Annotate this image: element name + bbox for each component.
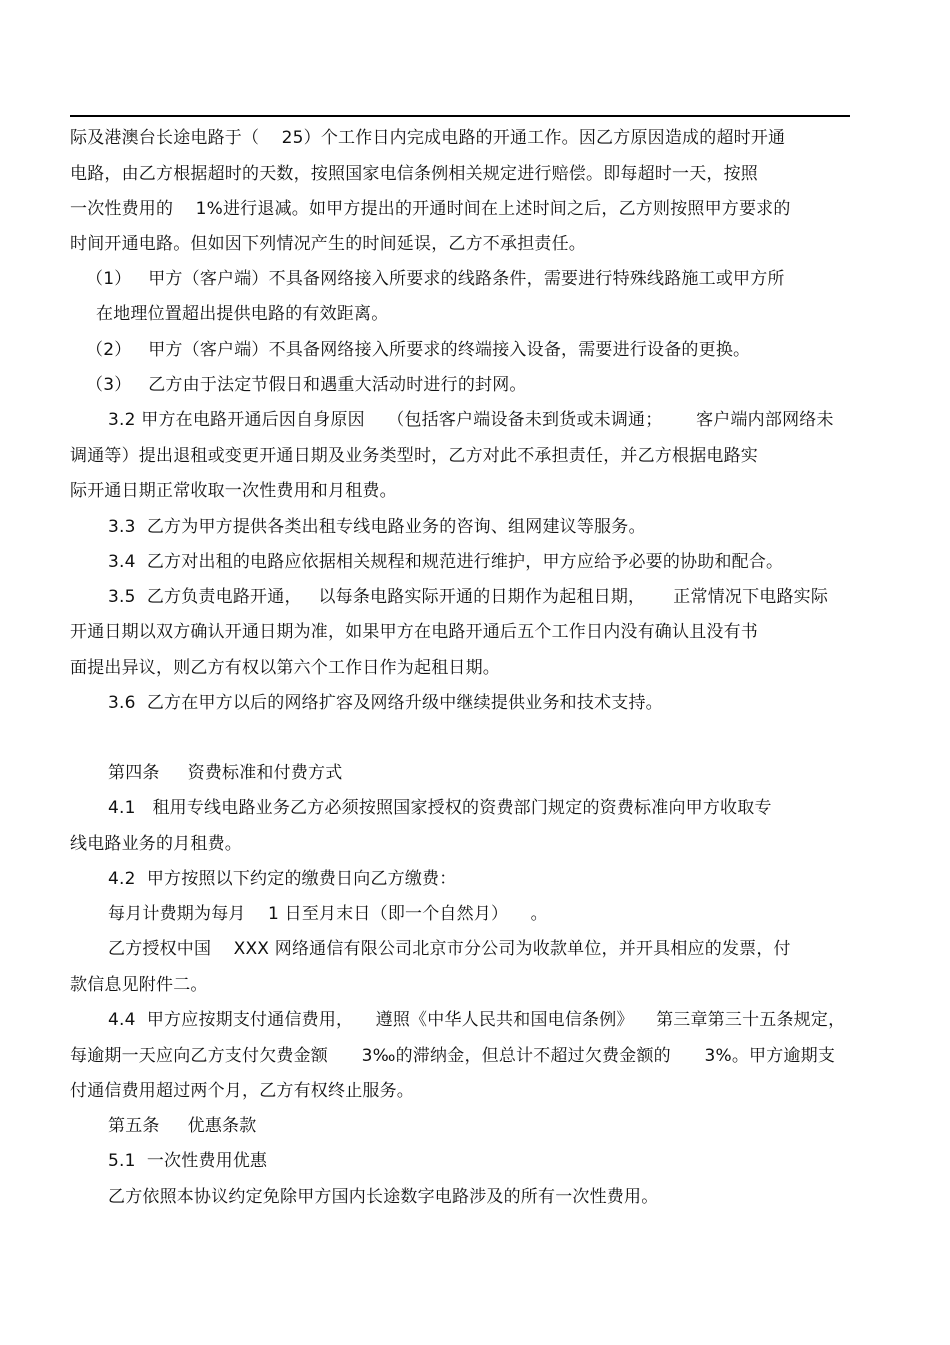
list-item: （3） 乙方由于法定节假日和遇重大活动时进行的封网。 xyxy=(86,375,527,395)
text-line: 面提出异议，则乙方有权以第六个工作日作为起租日期。 xyxy=(70,658,500,678)
text-line: 每逾期一天应向乙方支付欠费金额 3‰的滞纳金，但总计不超过欠费金额的 3%。甲方逾期支 xyxy=(70,1046,836,1066)
list-item: （2） 甲方（客户端）不具备网络接入所要求的终端接入设备，需要进行设备的更换。 xyxy=(86,340,751,360)
text-line: 电路，由乙方根据超时的天数，按照国家电信条例相关规定进行赔偿。即每超时一天，按照 xyxy=(70,164,758,184)
section-heading: 第四条 资费标准和付费方式 xyxy=(108,763,343,783)
text-line: 线电路业务的月租费。 xyxy=(70,834,242,854)
text-line: 开通日期以双方确认开通日期为准，如果甲方在电路开通后五个工作日内没有确认且没有书 xyxy=(70,622,758,642)
text-line: 际开通日期正常收取一次性费用和月租费。 xyxy=(70,481,397,501)
clause-line: 3.5 乙方负责电路开通， 以每条电路实际开通的日期作为起租日期， 正常情况下电路实际 xyxy=(108,587,829,607)
clause-line: 3.6 乙方在甲方以后的网络扩容及网络升级中继续提供业务和技术支持。 xyxy=(108,693,663,713)
section-heading: 第五条 优惠条款 xyxy=(108,1116,257,1136)
clause-line: 4.1 租用专线电路业务乙方必须按照国家授权的资费部门规定的资费标准向甲方收取专 xyxy=(108,798,772,818)
list-item: （1） 甲方（客户端）不具备网络接入所要求的线路条件，需要进行特殊线路施工或甲方所 xyxy=(86,269,785,289)
clause-line: 4.2 甲方按照以下约定的缴费日向乙方缴费： xyxy=(108,869,457,889)
text-line: 时间开通电路。但如因下列情况产生的时间延误，乙方不承担责任。 xyxy=(70,234,586,254)
text-line: 一次性费用的 1%进行退减。如甲方提出的开通时间在上述时间之后，乙方则按照甲方要求的 xyxy=(70,199,791,219)
header-rule xyxy=(70,115,850,117)
text-line: 调通等）提出退租或变更开通日期及业务类型时，乙方对此不承担责任，并乙方根据电路实 xyxy=(70,446,758,466)
text-line: 每月计费期为每月 1 日至月末日（即一个自然月） 。 xyxy=(108,904,548,924)
clause-line: 4.4 甲方应按期支付通信费用， 遵照《中华人民共和国电信条例》 第三章第三十五条规定， xyxy=(108,1010,846,1030)
clause-line: 3.3 乙方为甲方提供各类出租专线电路业务的咨询、组网建议等服务。 xyxy=(108,517,646,537)
text-line: 际及港澳台长途电路于（ 25）个工作日内完成电路的开通工作。因乙方原因造成的超时开通 xyxy=(70,128,786,148)
text-line: 在地理位置超出提供电路的有效距离。 xyxy=(96,304,389,324)
clause-line: 3.2 甲方在电路开通后因自身原因 （包括客户端设备未到货或未调通； 客户端内部网络未 xyxy=(108,410,834,430)
clause-line: 5.1 一次性费用优惠 xyxy=(108,1151,268,1171)
text-line: 乙方依照本协议约定免除甲方国内长途数字电路涉及的所有一次性费用。 xyxy=(108,1187,659,1207)
clause-line: 3.4 乙方对出租的电路应依据相关规程和规范进行维护，甲方应给予必要的协助和配合。 xyxy=(108,552,784,572)
text-line: 乙方授权中国 XXX 网络通信有限公司北京市分公司为收款单位，并开具相应的发票，付 xyxy=(108,939,791,959)
text-line: 款信息见附件二。 xyxy=(70,975,208,995)
text-line: 付通信费用超过两个月，乙方有权终止服务。 xyxy=(70,1081,414,1101)
